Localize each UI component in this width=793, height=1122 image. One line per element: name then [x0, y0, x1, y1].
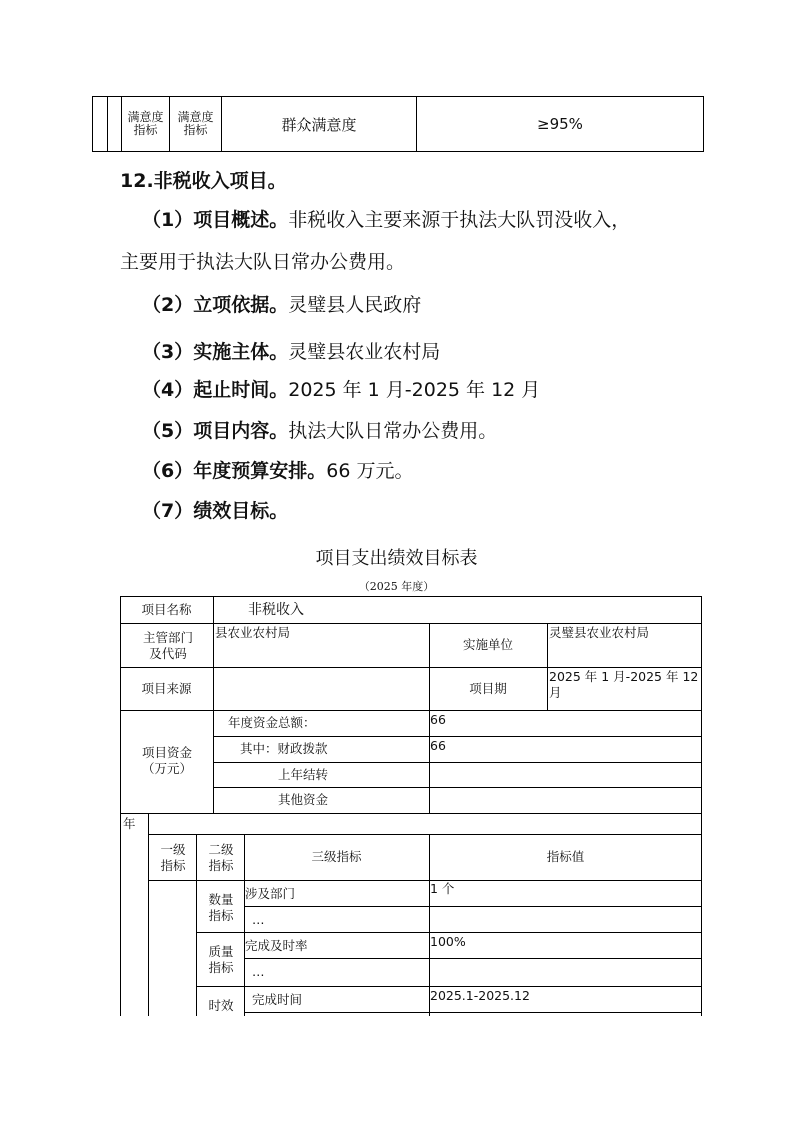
item-period [142, 378, 540, 402]
item-overview-cont: 主要用于执法大队日常办公费用。 [120, 251, 406, 273]
funds-fiscal-value: 66 [430, 738, 446, 753]
funds-total-label: 年度资金总额： [228, 715, 316, 730]
source-label: 项目来源 [141, 680, 192, 696]
item-label: （6）年度预算安排。 [142, 460, 327, 482]
item-label: （7）绩效目标。 [142, 500, 289, 522]
dept-label: 主管部门及代码 [142, 630, 193, 661]
item-label: （2）立项依据。 [142, 294, 289, 316]
funds-fiscal-label: 其中：财政拨款 [240, 741, 328, 756]
funds-label: 项目资金（万元） [141, 745, 192, 776]
satisfaction-value: ≥95% [537, 115, 583, 133]
timeliness-label: 时效 [208, 998, 234, 1013]
item-label: （4）起止时间。 [142, 379, 289, 401]
section-heading: 12.非税收入项目。 [120, 170, 287, 192]
item-label: （1）项目概述。 [142, 209, 289, 231]
year-label: 年 [123, 815, 136, 831]
performance-table [120, 596, 702, 1016]
period-value: 2025 年 1 月-2025 年 12 月 [549, 669, 699, 700]
header-value: 指标值 [546, 849, 585, 864]
quantity-row-1-name: 涉及部门 [245, 886, 296, 901]
quality-row-1-value: 100% [430, 934, 466, 949]
quality-row-2-name: … [252, 964, 265, 979]
item-text: 执法大队日常办公费用。 [288, 420, 498, 442]
period-label: 项目期 [469, 680, 507, 696]
project-name-value: 非税收入 [248, 601, 304, 618]
satisfaction-indicator-l2: 满意度指标 [177, 110, 214, 137]
quality-row-1-name: 完成及时率 [245, 938, 308, 953]
table-title: 项目支出绩效目标表 [315, 548, 478, 569]
item-text: 灵璧县农业农村局 [288, 341, 441, 363]
item-content [142, 419, 497, 443]
funds-total-value: 66 [430, 712, 446, 727]
timeliness-row-1-value: 2025.1-2025.12 [430, 988, 530, 1003]
timeliness-row-1-name: 完成时间 [252, 992, 303, 1007]
quantity-label: 数量指标 [208, 892, 234, 923]
item-overview [142, 208, 630, 232]
item-subject [142, 340, 440, 364]
satisfaction-name: 群众满意度 [281, 115, 357, 134]
table-subtitle: （2025 年度） [358, 580, 435, 593]
header-level1: 一级指标 [160, 842, 186, 873]
dept-value: 县农业农村局 [215, 625, 291, 640]
project-name-label: 项目名称 [141, 601, 192, 617]
top-table [92, 96, 704, 152]
item-text: 2025 年 1 月-2025 年 12 月 [288, 379, 541, 401]
funds-other-label: 其他资金 [278, 792, 329, 807]
impl-label: 实施单位 [462, 637, 513, 652]
item-budget [142, 459, 413, 483]
item-text: 灵璧县人民政府 [288, 294, 422, 316]
funds-carry-label: 上年结转 [278, 766, 329, 782]
quantity-row-2-name: … [252, 912, 265, 927]
item-text: 非税收入主要来源于执法大队罚没收入， [288, 209, 631, 231]
item-text: 66 万元。 [326, 460, 414, 482]
header-level3: 三级指标 [311, 849, 362, 864]
item-goals [142, 499, 288, 523]
quantity-row-1-value: 1 个 [430, 881, 455, 896]
item-label: （5）项目内容。 [142, 420, 289, 442]
item-label: （3）实施主体。 [142, 341, 289, 363]
quality-label: 质量指标 [208, 944, 234, 975]
header-level2: 二级指标 [208, 842, 234, 873]
item-basis [142, 293, 421, 317]
satisfaction-indicator-l1: 满意度指标 [127, 110, 164, 137]
impl-value: 灵璧县农业农村局 [549, 625, 650, 640]
